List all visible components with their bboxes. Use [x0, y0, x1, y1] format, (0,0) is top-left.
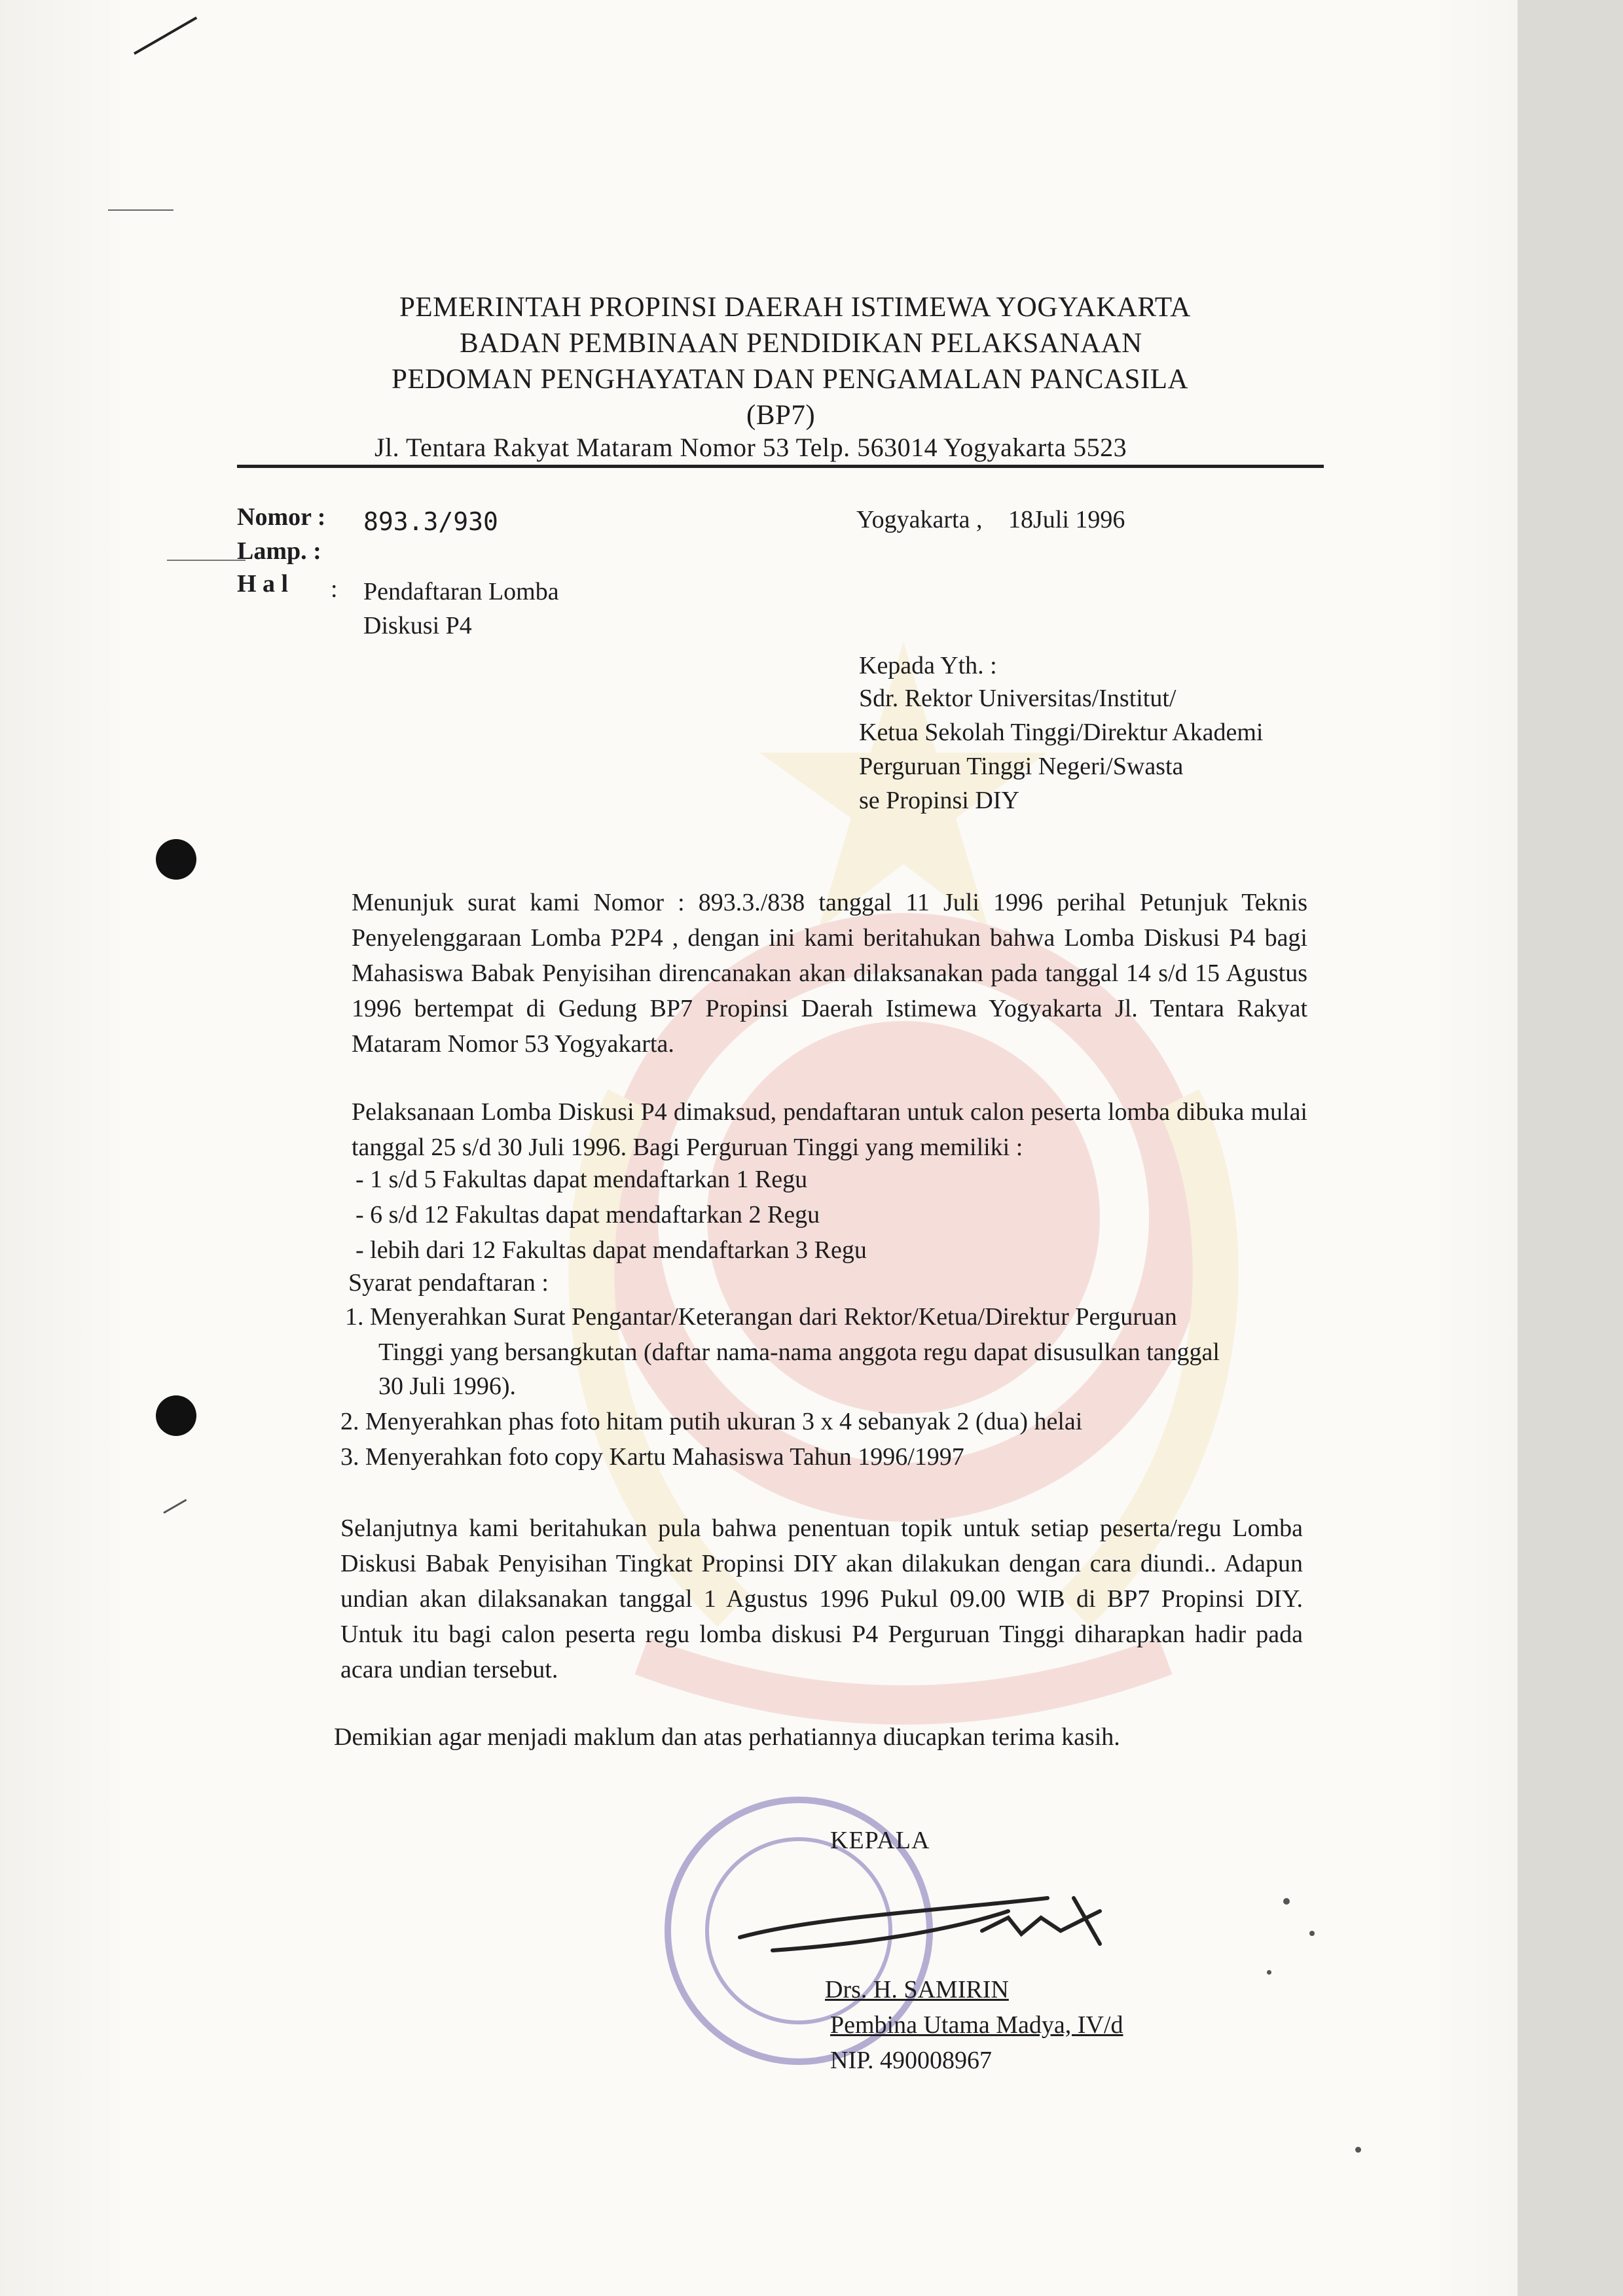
- body-paragraph-1: Menunjuk surat kami Nomor : 893.3./838 tanggal 11 Juli 1996 perihal Petunjuk Teknis Penyelenggaraan Lomba P2P4 , dengan ini kami beritahukan bahwa Lomba Diskusi P4 bagi Mahasiswa Babak Penyisihan direncanakan akan dilaksanakan pada tanggal 14 s/d 15 Agustus 1996 bertempat di Gedung BP7 Propinsi Daerah Istimewa Yogyakarta Jl. Tentara Rakyat Mataram Nomor 53 Yogyakarta.: [352, 889, 1307, 1058]
- dust-speck: [1355, 2147, 1361, 2153]
- list-item: - 1 s/d 5 Fakultas dapat mendaftarkan 1 Regu: [356, 1166, 808, 1193]
- list-item: - 6 s/d 12 Fakultas dapat mendaftarkan 2 Regu: [356, 1201, 820, 1229]
- body-paragraph-2: Pelaksanaan Lomba Diskusi P4 dimaksud, pendaftaran untuk calon peserta lomba dibuka mulai tanggal 25 s/d 30 Juli 1996. Bagi Perguruan Tinggi yang memiliki :: [352, 1098, 1307, 1161]
- letterhead-line-2: BADAN PEMBINAAN PENDIDIKAN PELAKSANAAN: [460, 328, 1142, 359]
- requirement-item: Tinggi yang bersangkutan (daftar nama-nama anggota regu dapat disusulkan tanggal: [378, 1338, 1220, 1366]
- closing-sentence: Demikian agar menjadi maklum dan atas perhatiannya diucapkan terima kasih.: [334, 1723, 1120, 1751]
- signatory-name: Drs. H. SAMIRIN: [825, 1976, 1009, 2003]
- letterhead-address: Jl. Tentara Rakyat Mataram Nomor 53 Telp. 563014 Yogyakarta 5523: [374, 433, 1127, 462]
- dust-speck: [1283, 1898, 1290, 1905]
- recipient-line-3: Ketua Sekolah Tinggi/Direktur Akademi: [859, 719, 1264, 746]
- requirement-item: 3. Menyerahkan foto copy Kartu Mahasiswa Tahun 1996/1997: [340, 1443, 964, 1471]
- signatory-title: KEPALA: [830, 1827, 930, 1854]
- recipient-line-5: se Propinsi DIY: [859, 787, 1019, 814]
- hal-colon: :: [331, 575, 338, 603]
- scan-edge: [1518, 0, 1623, 2296]
- scan-mark: [167, 560, 246, 561]
- letterhead-rule: [237, 465, 1324, 468]
- requirement-item: 1. Menyerahkan Surat Pengantar/Keterangan dari Rektor/Ketua/Direktur Perguruan: [345, 1303, 1177, 1331]
- lamp-label: Lamp. :: [237, 537, 321, 565]
- handwritten-signature: [733, 1872, 1126, 1977]
- scan-mark: [108, 209, 173, 211]
- letterhead-line-4: (BP7): [746, 400, 816, 431]
- nomor-value: 893.3/930: [363, 507, 498, 536]
- letter-date: 18Juli 1996: [1008, 506, 1125, 533]
- hal-label: H a l: [237, 570, 289, 598]
- list-item: - lebih dari 12 Fakultas dapat mendaftarkan 3 Regu: [356, 1236, 867, 1264]
- recipient-line-2: Sdr. Rektor Universitas/Institut/: [859, 685, 1176, 712]
- requirement-item: 30 Juli 1996).: [378, 1372, 517, 1400]
- punch-hole-bottom: [156, 1395, 196, 1436]
- hal-subject-2: Diskusi P4: [363, 612, 472, 639]
- nomor-label: Nomor :: [237, 503, 326, 531]
- hal-subject-1: Pendaftaran Lomba: [363, 578, 559, 605]
- signatory-nip: NIP. 490008967: [830, 2047, 993, 2074]
- recipient-line-1: Kepada Yth. :: [859, 652, 997, 679]
- punch-hole-top: [156, 839, 196, 880]
- requirement-item: 2. Menyerahkan phas foto hitam putih ukuran 3 x 4 sebanyak 2 (dua) helai: [340, 1408, 1083, 1435]
- requirements-label: Syarat pendaftaran :: [348, 1269, 549, 1297]
- place-label: Yogyakarta ,: [856, 506, 983, 533]
- body-paragraph-3: Selanjutnya kami beritahukan pula bahwa penentuan topik untuk setiap peserta/regu Lomba Diskusi Babak Penyisihan Tingkat Propinsi DIY akan dilakukan dengan cara diundi.. Adapun undian akan dilaksanakan tanggal 1 Agustus 1996 Pukul 09.00 WIB di BP7 Propinsi DIY. Untuk itu bagi calon peserta regu lomba diskusi P4 Perguruan Tinggi diharapkan hadir pada acara undian tersebut.: [340, 1515, 1303, 1683]
- letterhead-line-3: PEDOMAN PENGHAYATAN DAN PENGAMALAN PANCASILA: [392, 364, 1189, 395]
- dust-speck: [1309, 1931, 1315, 1936]
- recipient-line-4: Perguruan Tinggi Negeri/Swasta: [859, 753, 1184, 780]
- signatory-rank: Pembina Utama Madya, IV/d: [830, 2011, 1123, 2039]
- dust-speck: [1267, 1970, 1271, 1975]
- letterhead-line-1: PEMERINTAH PROPINSI DAERAH ISTIMEWA YOGYAKARTA: [399, 292, 1191, 323]
